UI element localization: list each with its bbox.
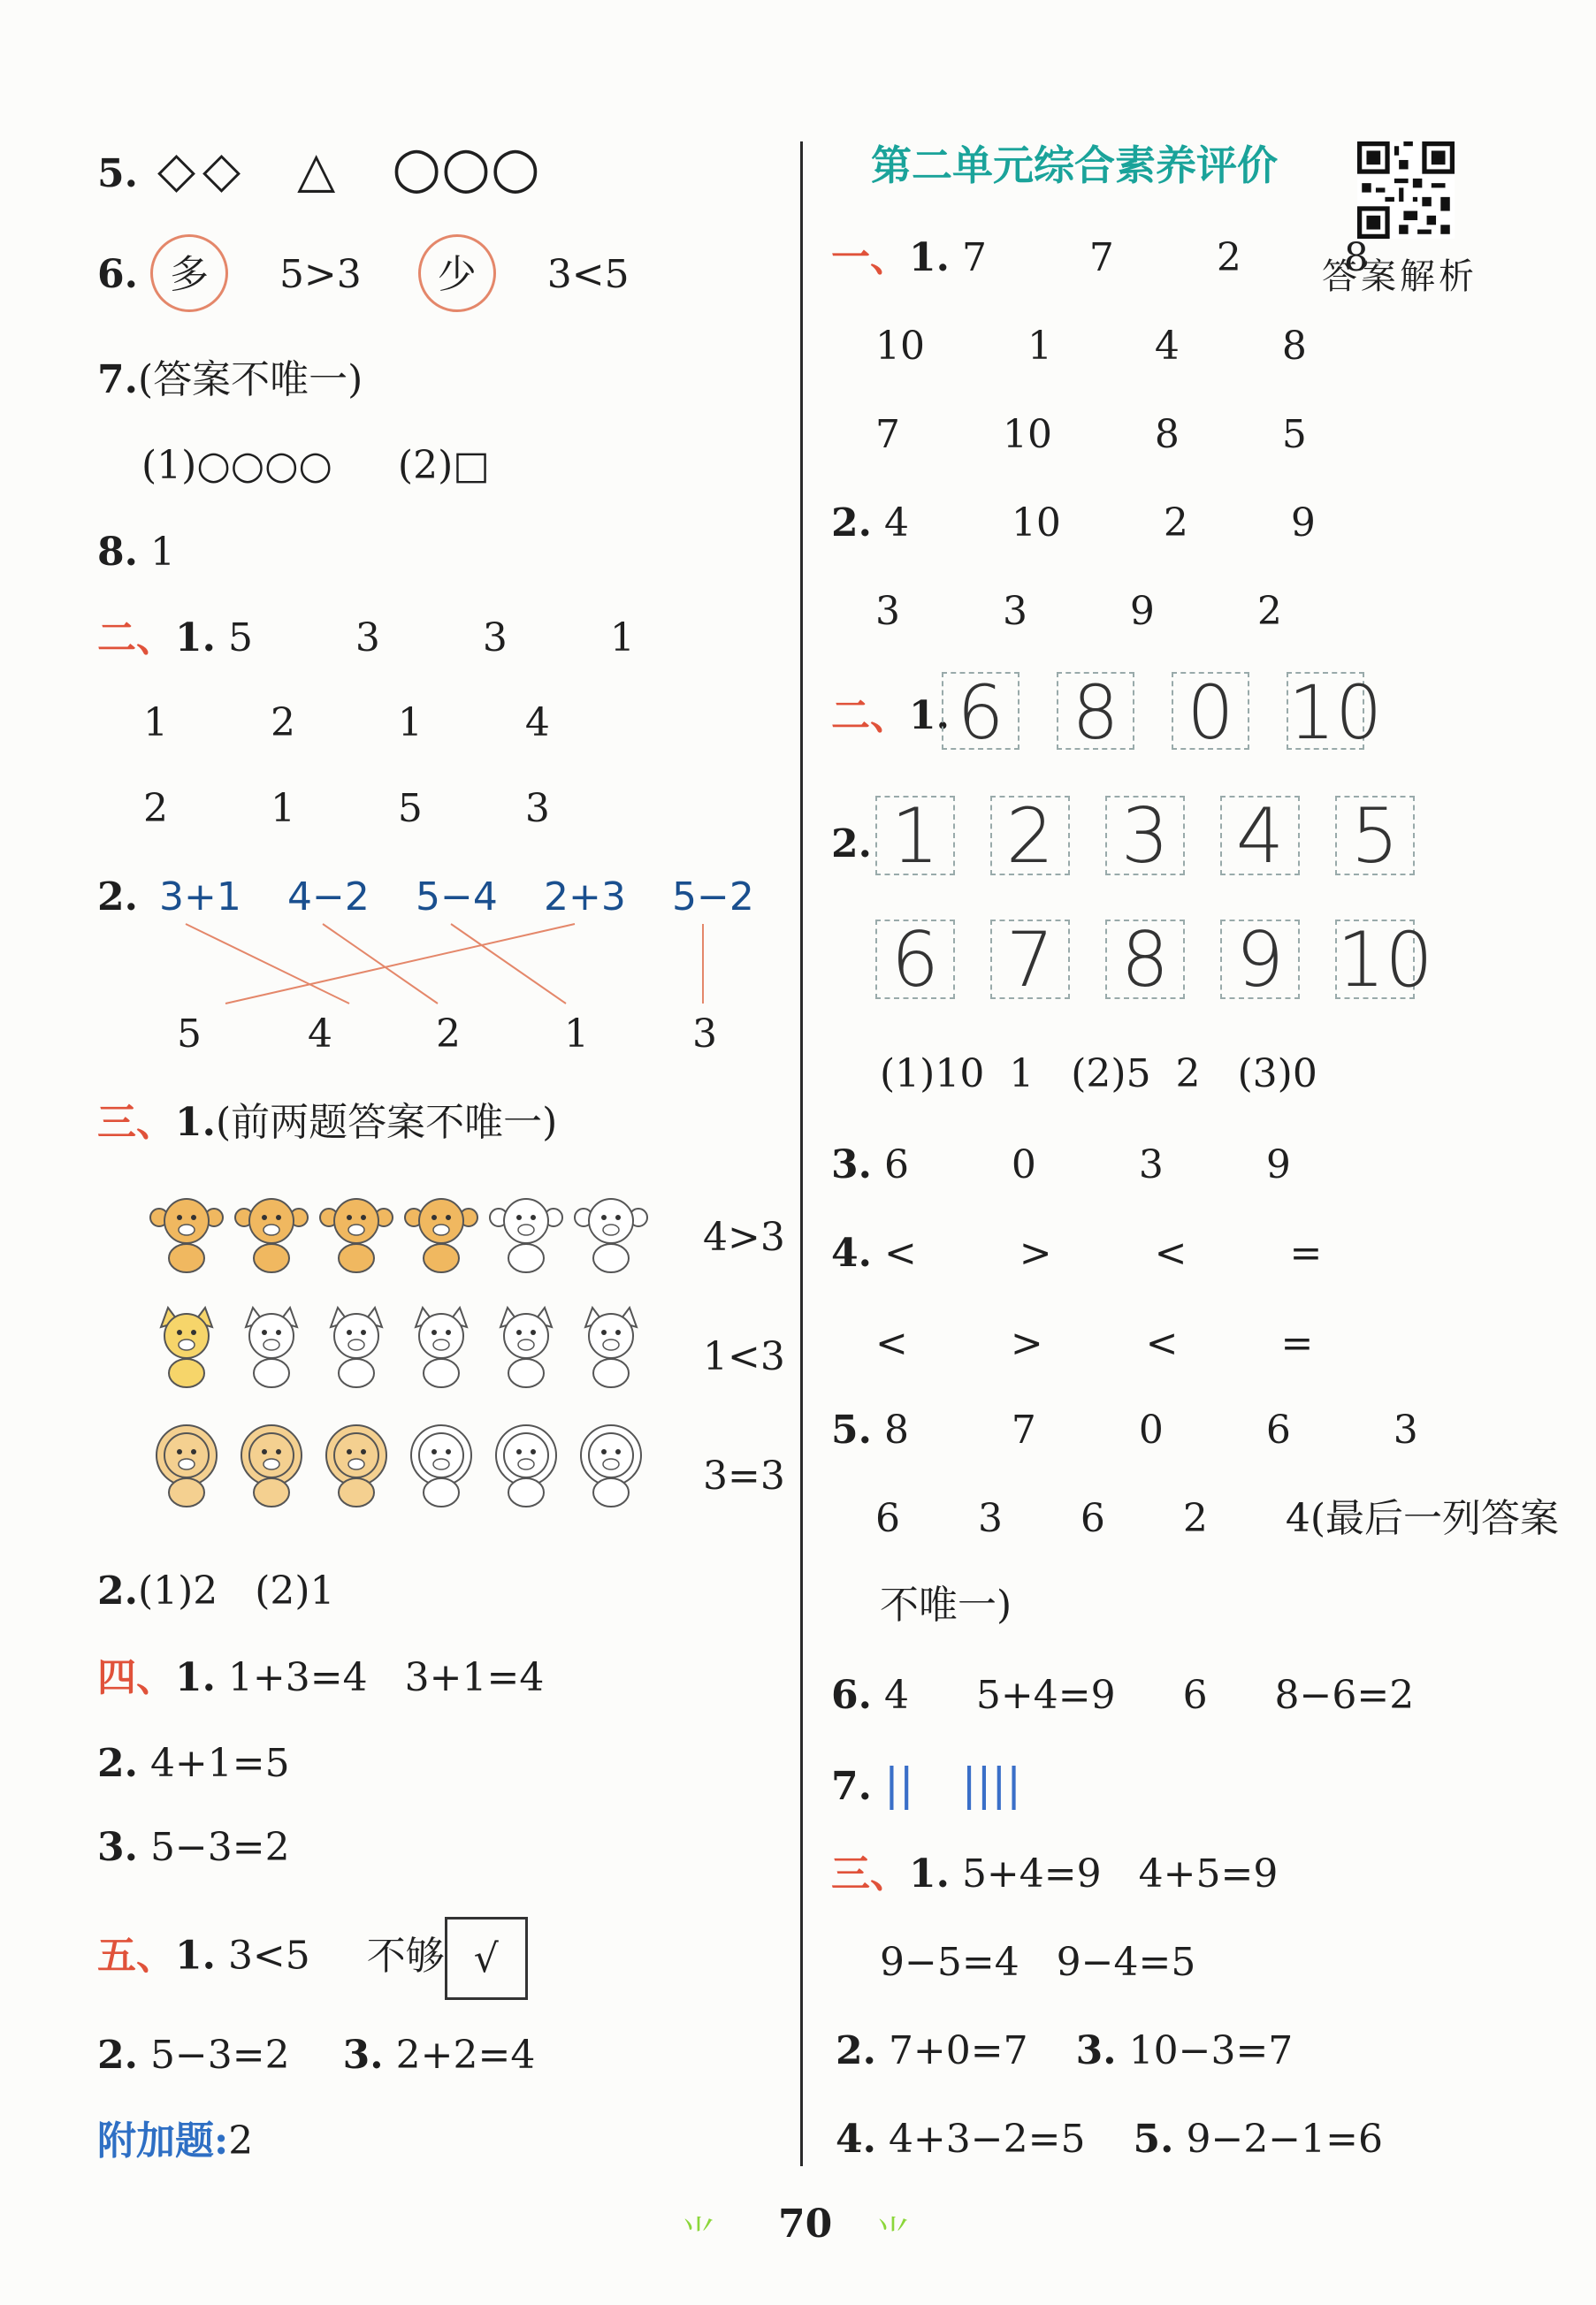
cat-icon: [488, 1304, 564, 1389]
digit-grid-cell: 7: [990, 920, 1070, 999]
lion-icon: [488, 1423, 564, 1508]
circle-icon: ○: [441, 135, 491, 201]
monkey-icon: [233, 1189, 309, 1274]
right-s1-row: 10 1 4 8: [875, 324, 1307, 369]
monkey-icon: [488, 1189, 564, 1274]
left-s3-q2: 2.(1)2 (2)1: [97, 1568, 335, 1614]
bonus-question: 附加题:2: [97, 2118, 254, 2164]
tally-marks: ||: [883, 1759, 914, 1810]
left-s2-row: 2 1 5 3: [143, 786, 550, 831]
monkey-icon: [149, 1189, 225, 1274]
right-s1-q1: 一、1. 7 7 2 8: [831, 235, 1369, 280]
qr-code-icon: [1357, 141, 1455, 239]
digit-grid-cell: 3: [1105, 796, 1185, 875]
left-s5-q2: 2. 5−3=2 3. 2+2=4: [97, 2033, 536, 2078]
section-title: 第二单元综合素养评价: [871, 141, 1278, 189]
triangle-icon: △: [297, 141, 336, 199]
left-s2-q2-num: 2.: [97, 874, 138, 920]
tally-marks: ||||: [961, 1759, 1022, 1810]
sprout-icon: ⺌: [681, 2214, 716, 2255]
right-s2-q7: 7. || ||||: [831, 1759, 1022, 1810]
digit-grid-cell: 8: [1057, 672, 1134, 750]
right-s2-q4: 4. < > < =: [831, 1231, 1323, 1276]
match-lines: [159, 920, 760, 1008]
right-s2-q4-row: < > < =: [875, 1321, 1314, 1366]
answer-label: 答案解析: [1322, 256, 1478, 297]
diamond-icon: ◇: [202, 141, 241, 199]
digit-grid-cell: 9: [1220, 920, 1300, 999]
right-s2-q5-row: 不唯一): [880, 1583, 1012, 1628]
right-s3-q4: 4. 4+3−2=5 5. 9−2−1=6: [836, 2117, 1384, 2162]
match-line: [451, 924, 566, 1004]
monkey-icon: [573, 1189, 649, 1274]
lion-icon: [149, 1423, 225, 1508]
page-number: 70: [778, 2202, 833, 2247]
digit-grid-cell: 0: [1172, 672, 1249, 750]
cat-icon: [573, 1304, 649, 1389]
diamond-icon: ◇: [157, 141, 196, 199]
left-q5: 5. ◇ ◇ △ ○○○: [97, 135, 540, 201]
left-q7-line: (1)○○○○ (2)□: [141, 443, 490, 488]
right-s3-q2: 2. 7+0=7 3. 10−3=7: [836, 2028, 1294, 2073]
digit-grid-cell: 6: [875, 920, 955, 999]
left-s4-q3: 3. 5−3=2: [97, 1825, 290, 1870]
cat-icon: [403, 1304, 479, 1389]
circled-answer: 少: [418, 234, 496, 312]
left-s3-q1: 三、1.(前两题答案不唯一): [97, 1100, 558, 1145]
digit-grid-cell: 2: [990, 796, 1070, 875]
compare-expr: 1<3: [703, 1334, 785, 1379]
monkey-icon: [403, 1189, 479, 1274]
circled-answer: 多: [150, 234, 228, 312]
left-q8: 8. 1: [97, 530, 175, 575]
left-s2-q1: 二、1. 5 3 3 1: [97, 615, 635, 660]
lion-icon: [233, 1423, 309, 1508]
left-s2-row: 1 2 1 4: [143, 700, 550, 745]
right-s3-q1: 三、1. 5+4=9 4+5=9: [831, 1851, 1279, 1897]
right-s2-q6: 6. 4 5+4=9 6 8−6=2: [831, 1673, 1415, 1718]
cat-icon: [149, 1304, 225, 1389]
digit-grid-cell: 10: [1337, 917, 1433, 1004]
right-s3-row: 9−5=4 9−4=5: [880, 1940, 1196, 1985]
right-s1-row: 3 3 9 2: [875, 589, 1282, 634]
left-s5-q1: 五、1. 3<5 不够 √: [97, 1917, 528, 2000]
lion-icon: [403, 1423, 479, 1508]
digit-grid-cell: 1: [875, 796, 955, 875]
digit-grid-cell: 10: [1288, 669, 1383, 756]
check-box: √: [445, 1917, 528, 2000]
digit-grid-cell: 8: [1105, 920, 1185, 999]
lion-icon: [573, 1423, 649, 1508]
lion-icon: [318, 1423, 394, 1508]
circle-icon: ○: [392, 135, 442, 201]
circle-icon: ○: [490, 135, 540, 201]
right-s2-q1: 二、1.: [831, 693, 950, 738]
match-line: [186, 924, 349, 1004]
right-s2-q2-sub: (1)10 1 (2)5 2 (3)0: [880, 1051, 1317, 1096]
left-q7: 7.(答案不唯一): [97, 357, 363, 402]
right-s2-q3: 3. 6 0 3 9: [831, 1142, 1291, 1187]
right-s2-q5: 5. 8 7 0 6 3: [831, 1408, 1418, 1453]
digit-grid-cell: 4: [1220, 796, 1300, 875]
digit-grid-cell: 6: [942, 672, 1019, 750]
match-line: [225, 924, 575, 1004]
column-divider: [800, 141, 803, 2166]
left-s4-q2: 2. 4+1=5: [97, 1741, 290, 1786]
compare-expr: 3=3: [703, 1454, 785, 1499]
right-s2-q5-row: 6 3 6 2 4(最后一列答案: [875, 1496, 1560, 1541]
cat-icon: [233, 1304, 309, 1389]
left-q6: 6. 多 5>3 少 3<5: [97, 234, 630, 312]
sprout-icon: ⺌: [875, 2214, 911, 2255]
left-s4-q1: 四、1. 1+3=4 3+1=4: [97, 1655, 545, 1700]
cat-icon: [318, 1304, 394, 1389]
right-s1-row: 7 10 8 5: [875, 412, 1307, 457]
compare-expr: 4>3: [703, 1215, 785, 1260]
monkey-icon: [318, 1189, 394, 1274]
right-s1-q2: 2. 4 10 2 9: [831, 500, 1316, 546]
match-line: [323, 924, 438, 1004]
right-s2-q2-num: 2.: [831, 821, 872, 866]
digit-grid-cell: 5: [1335, 796, 1415, 875]
